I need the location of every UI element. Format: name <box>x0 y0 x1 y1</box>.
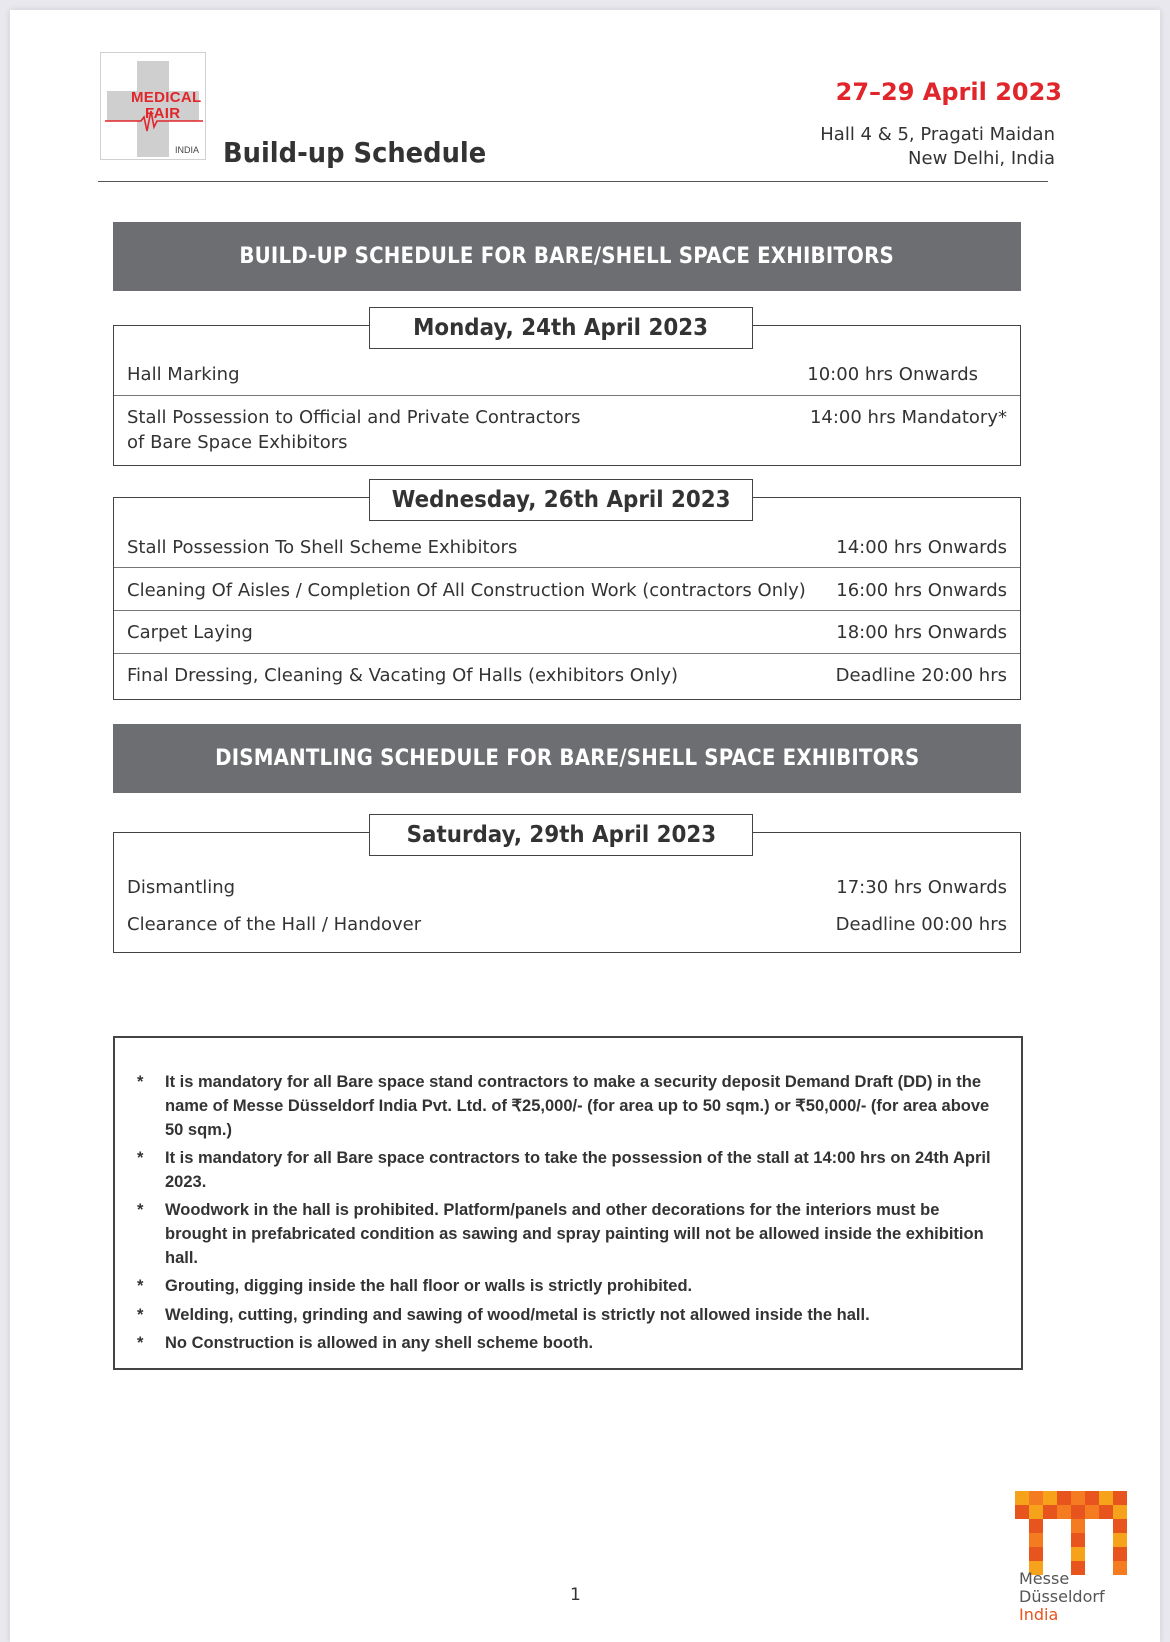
logo-text-medical: MEDICAL <box>131 89 202 106</box>
venue-line-2: New Delhi, India <box>908 148 1055 169</box>
note-text: Welding, cutting, grinding and sawing of wood/metal is strictly not allowed inside the hall. <box>165 1306 870 1324</box>
monday-day-tab <box>369 307 753 349</box>
note-bullet: * <box>137 1201 144 1219</box>
monday-schedule <box>113 315 1021 466</box>
monday-day-label: Monday, 24th April 2023 <box>413 315 709 341</box>
schedule-row-final-dressing <box>114 663 1020 688</box>
note-item <box>137 1331 1001 1355</box>
schedule-row-dismantling <box>114 875 1020 900</box>
row-divider <box>114 395 1020 396</box>
row-label: Final Dressing, Cleaning & Vacating Of Halls (exhibitors Only) <box>127 665 679 686</box>
note-bullet: * <box>137 1073 144 1091</box>
note-text: Grouting, digging inside the hall floor or walls is strictly prohibited. <box>165 1277 693 1295</box>
schedule-row-hall-marking <box>114 362 1020 387</box>
row-divider <box>114 610 1020 611</box>
schedule-row-carpet-laying <box>114 620 1020 645</box>
note-item <box>137 1303 1001 1327</box>
row-label: Stall Possession To Shell Scheme Exhibitors <box>127 537 518 558</box>
schedule-row-clearance <box>114 912 1020 937</box>
dismantling-banner-text: DISMANTLING SCHEDULE FOR BARE/SHELL SPACE EXHIBITORS <box>214 746 920 771</box>
row-time: 10:00 hrs Onwards <box>807 364 978 385</box>
row-time: 14:00 hrs Onwards <box>836 537 1007 558</box>
venue-line-1: Hall 4 & 5, Pragati Maidan <box>820 124 1055 145</box>
schedule-row-stall-possession-contractors <box>114 405 1020 455</box>
row-label: Clearance of the Hall / Handover <box>127 914 422 935</box>
note-bullet: * <box>137 1149 144 1167</box>
brand-text-messe: Messe <box>1019 1569 1070 1588</box>
event-date: 27–29 April 2023 <box>835 78 1062 106</box>
row-label: Cleaning Of Aisles / Completion Of All Construction Work (contractors Only) <box>127 580 806 601</box>
row-divider <box>114 653 1020 654</box>
note-item <box>137 1274 1001 1298</box>
brand-text-dusseldorf: Düsseldorf <box>1019 1587 1105 1606</box>
schedule-row-shell-possession <box>114 535 1020 560</box>
note-item <box>137 1198 1001 1270</box>
row-label <box>127 405 581 455</box>
saturday-day-tab <box>369 814 753 856</box>
row-time: Deadline 20:00 hrs <box>835 665 1007 686</box>
row-time: Deadline 00:00 hrs <box>835 914 1007 935</box>
note-text: No Construction is allowed in any shell scheme booth. <box>165 1334 594 1352</box>
wednesday-schedule <box>113 487 1021 700</box>
medical-fair-logo <box>100 52 206 160</box>
page-title: Build-up Schedule <box>223 136 487 169</box>
note-bullet: * <box>137 1306 144 1324</box>
row-label: Dismantling <box>127 877 236 898</box>
row-label-line-1: Stall Possession to Official and Private Contractors <box>127 407 581 428</box>
logo-text-fair: FAIR <box>145 105 181 122</box>
saturday-schedule <box>113 822 1021 953</box>
note-bullet: * <box>137 1277 144 1295</box>
buildup-banner-text: BUILD-UP SCHEDULE FOR BARE/SHELL SPACE EXHIBITORS <box>239 244 895 269</box>
note-bullet: * <box>137 1334 144 1352</box>
buildup-banner <box>113 222 1021 291</box>
note-text: It is mandatory for all Bare space stand contractors to make a security deposit Demand Draft (DD) in the name of Messe Düsseldorf India Pvt. Ltd. of ₹25,000/- (for area up to 50 sqm.) or ₹50,000/- (for area above 50 sqm.) <box>165 1073 990 1139</box>
notes-box <box>113 1036 1023 1370</box>
saturday-day-label: Saturday, 29th April 2023 <box>406 822 716 848</box>
note-item <box>137 1070 1001 1142</box>
row-time: 17:30 hrs Onwards <box>836 877 1007 898</box>
brand-text-india: India <box>1019 1605 1059 1624</box>
row-label-line-2: of Bare Space Exhibitors <box>127 432 348 453</box>
row-label: Carpet Laying <box>127 622 253 643</box>
row-time: 14:00 hrs Mandatory* <box>809 407 1007 428</box>
row-label: Hall Marking <box>127 364 240 385</box>
logo-text-india: INDIA <box>175 145 200 155</box>
note-text: Woodwork in the hall is prohibited. Platform/panels and other decorations for the interiors must be brought in prefabricated condition as sawing and spray painting will not be allowed inside the exhibition hall. <box>165 1201 984 1267</box>
wednesday-day-tab <box>369 479 753 521</box>
row-time: 16:00 hrs Onwards <box>836 580 1007 601</box>
row-divider <box>114 567 1020 568</box>
schedule-row-cleaning-aisles <box>114 578 1020 603</box>
note-item <box>137 1146 1001 1194</box>
page-number: 1 <box>570 1585 581 1605</box>
dismantling-banner <box>113 724 1021 793</box>
header-divider <box>98 181 1048 182</box>
note-text: It is mandatory for all Bare space contractors to take the possession of the stall at 14:00 hrs on 24th April 2023. <box>165 1149 991 1191</box>
row-time: 18:00 hrs Onwards <box>836 622 1007 643</box>
wednesday-day-label: Wednesday, 26th April 2023 <box>391 487 731 513</box>
